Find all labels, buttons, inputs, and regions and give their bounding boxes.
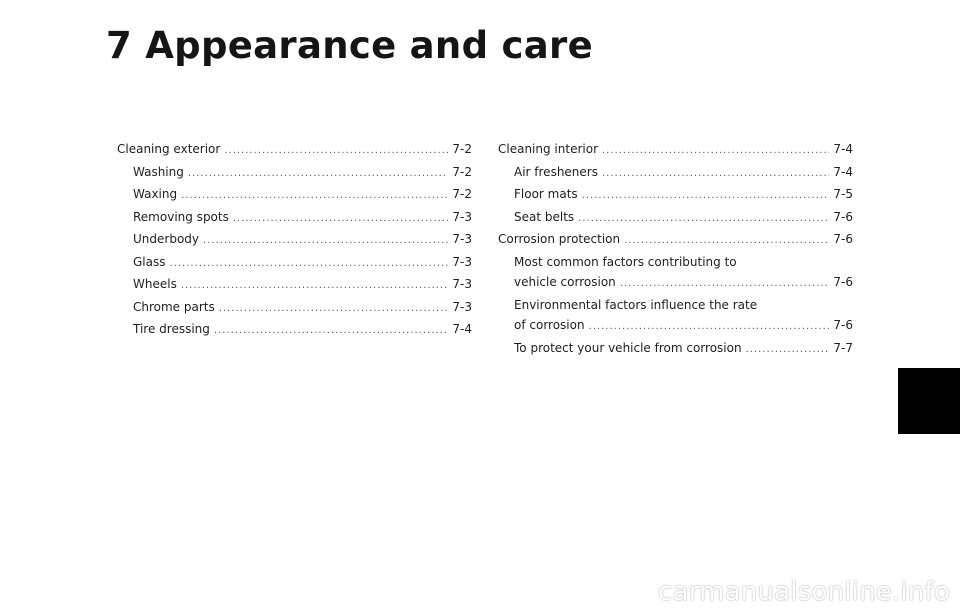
toc-entry[interactable] [117,229,472,252]
toc-entry-label: Waxing [133,187,178,201]
toc-entry-page: 7-3 [452,232,472,246]
toc-entry[interactable] [117,207,472,230]
toc-entry[interactable] [498,252,853,295]
chapter-title: 7 Appearance and care [106,24,593,67]
toc-leader-dots [181,276,449,297]
toc-entry-page: 7-6 [833,232,853,246]
toc-entry-line2 [514,315,853,338]
toc-leader-dots [181,186,448,207]
toc-entry-page: 7-3 [452,277,472,291]
toc-entry[interactable] [498,295,853,338]
toc-leader-dots [203,231,448,252]
toc-entry-label: Floor mats [514,187,578,201]
toc-entry-label: Chrome parts [133,299,215,314]
toc-leader-dots [746,340,830,361]
toc-leader-dots [188,164,449,185]
toc-entry[interactable] [117,297,472,320]
toc-entry-page: 7-3 [452,209,472,224]
toc-entry-page: 7-4 [833,164,853,179]
toc-entry-label-line2: of corrosion [514,318,585,332]
toc-entry-page: 7-6 [833,318,853,332]
toc-entry[interactable] [498,338,853,361]
toc-entry[interactable] [498,184,853,207]
toc-leader-dots [578,209,829,230]
toc-entry[interactable] [117,162,472,185]
toc-entry-label: Underbody [133,232,199,246]
toc-entry-label: Seat belts [514,209,575,224]
toc-entry-page: 7-2 [452,164,472,179]
toc-leader-dots [620,274,830,295]
toc-leader-dots [602,141,829,162]
toc-entry-page: 7-4 [452,322,472,336]
toc-leader-dots [214,321,448,342]
toc-entry-label: Tire dressing [133,322,210,336]
toc-leader-dots [602,164,829,185]
toc-entry[interactable] [498,139,853,162]
toc-entry-label: Air fresheners [514,164,598,179]
toc-entry[interactable] [117,139,472,162]
toc-leader-dots [624,231,829,252]
toc-entry-label: Glass [133,254,166,269]
toc-entry-page: 7-4 [833,142,853,156]
toc-entry-label-line2: vehicle corrosion [514,275,616,289]
toc-entry-label: Cleaning exterior [117,142,221,156]
toc-entry[interactable] [117,252,472,275]
toc-leader-dots [589,317,830,338]
toc-entry-label: Removing spots [133,209,229,224]
toc-leader-dots [582,186,830,207]
toc-entry-page: 7-5 [833,187,853,201]
watermark-text: carmanualsonline.info [658,577,950,607]
toc-entry-page: 7-2 [452,142,472,156]
chapter-side-tab [898,368,960,434]
toc-leader-dots [224,141,448,162]
toc-entry[interactable] [498,229,853,252]
toc-entry[interactable] [498,162,853,185]
toc-leader-dots [170,254,449,275]
toc-entry[interactable] [498,207,853,230]
toc-entry-label-line1: Most common factors contributing to [514,254,737,269]
toc-entry-page: 7-7 [833,340,853,355]
toc-entry-label: To protect your vehicle from corrosion [514,340,742,355]
toc-entry[interactable] [117,184,472,207]
toc-entry-label-line1: Environmental factors influence the rate [514,297,758,312]
toc-entry-page: 7-3 [452,299,472,314]
toc-entry-label: Washing [133,164,184,179]
toc-entry-page: 7-6 [833,275,853,289]
toc-entry[interactable] [117,274,472,297]
toc-entry-line2 [514,272,853,295]
toc-column-left [117,139,472,342]
toc-entry-page: 7-6 [833,209,853,224]
toc-entry-page: 7-3 [452,254,472,269]
toc-leader-dots [219,299,449,320]
toc-entry-label: Wheels [133,277,177,291]
toc-entry-label: Cleaning interior [498,142,598,156]
toc-entry-page: 7-2 [452,187,472,201]
toc-entry-label: Corrosion protection [498,232,621,246]
toc-entry[interactable] [117,319,472,342]
toc-leader-dots [233,209,449,230]
toc-column-right [498,139,853,360]
